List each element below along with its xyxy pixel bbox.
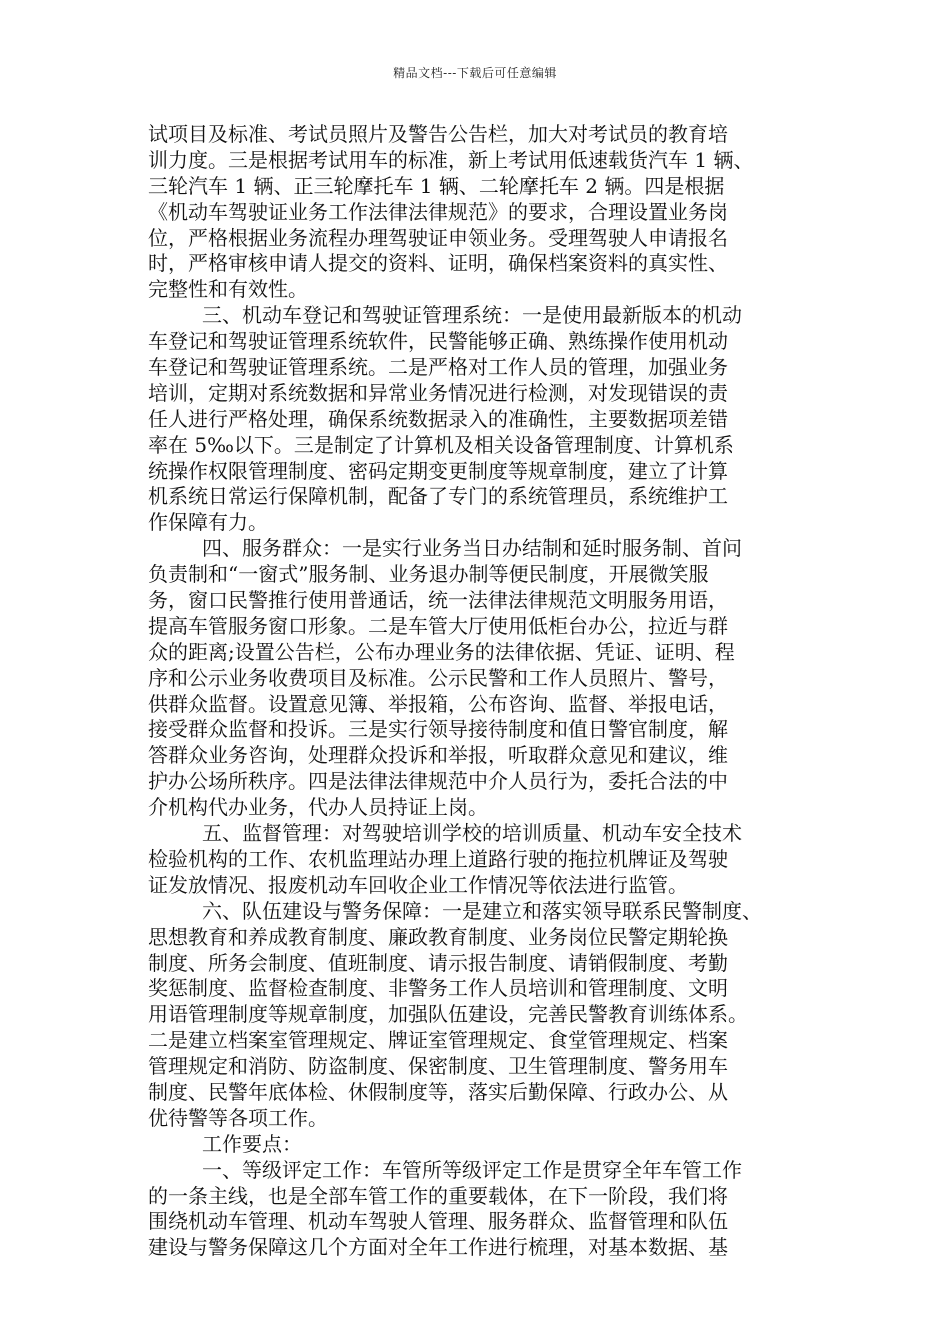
text-line: 三、机动车登记和驾驶证管理系统：一是使用最新版本的机动	[202, 303, 742, 328]
text-line: 检验机构的工作、农机监理站办理上道路行驶的拖拉机牌证及驾驶	[148, 846, 728, 871]
text-line: 制度、民警年底体检、休假制度等，落实后勤保障、行政办公、从	[148, 1079, 728, 1104]
text-line: 三轮汽车 1 辆、正三轮摩托车 1 辆、二轮摩托车 2 辆。四是根据	[148, 173, 725, 198]
text-line: 任人进行严格处理，确保系统数据录入的准确性，主要数据项差错	[148, 406, 728, 431]
text-line: 机系统日常运行保障机制，配备了专门的系统管理员，系统维护工	[148, 484, 728, 509]
text-line: 统操作权限管理制度、密码定期变更制度等规章制度，建立了计算	[148, 458, 728, 483]
text-line: 供群众监督。设置意见簿、举报箱，公布咨询、监督、举报电话，	[148, 691, 728, 716]
text-line: 工作要点：	[202, 1131, 302, 1156]
text-line: 思想教育和养成教育制度、廉政教育制度、业务岗位民警定期轮换	[148, 924, 728, 949]
text-line: 制度、所务会制度、值班制度、请示报告制度、请销假制度、考勤	[148, 950, 728, 975]
text-line: 护办公场所秩序。四是法律法律规范中介人员行为，委托合法的中	[148, 769, 728, 794]
text-line: 奖惩制度、监督检查制度、非警务工作人员培训和管理制度、文明	[148, 976, 728, 1001]
text-line: 二是建立档案室管理规定、牌证室管理规定、食堂管理规定、档案	[148, 1028, 728, 1053]
text-line: 完整性和有效性。	[148, 277, 308, 302]
text-line: 务，窗口民警推行使用普通话，统一法律法律规范文明服务用语，	[148, 588, 728, 613]
text-line: 介机构代办业务，代办人员持证上岗。	[148, 795, 488, 820]
text-line: 管理规定和消防、防盗制度、保密制度、卫生管理制度、警务用车	[148, 1054, 728, 1079]
text-line: 接受群众监督和投诉。三是实行领导接待制度和值日警官制度，解	[148, 717, 728, 742]
text-line: 培训，定期对系统数据和异常业务情况进行检测，对发现错误的责	[148, 380, 728, 405]
text-line: 训力度。三是根据考试用车的标准，新上考试用低速载货汽车 1 辆、	[148, 147, 754, 172]
text-line: 车登记和驾驶证管理系统。二是严格对工作人员的管理，加强业务	[148, 355, 728, 380]
text-line: 一、等级评定工作：车管所等级评定工作是贯穿全年车管工作	[202, 1157, 742, 1182]
text-line: 提高车管服务窗口形象。二是车管大厅使用低柜台办公，拉近与群	[148, 613, 728, 638]
page-header: 精品文档---下载后可任意编辑	[393, 66, 557, 80]
text-line: 建设与警务保障这几个方面对全年工作进行梳理，对基本数据、基	[148, 1235, 728, 1260]
text-line: 试项目及标准、考试员照片及警告公告栏，加大对考试员的教育培	[148, 122, 728, 146]
text-line: 时，严格审核申请人提交的资料、证明，确保档案资料的真实性、	[148, 251, 728, 276]
text-line: 答群众业务咨询，处理群众投诉和举报，听取群众意见和建议，维	[148, 743, 728, 768]
text-line: 四、服务群众：一是实行业务当日办结制和延时服务制、首问	[202, 536, 742, 561]
text-line: 率在 5‰以下。三是制定了计算机及相关设备管理制度、计算机系	[148, 432, 734, 457]
text-line: 众的距离;设置公告栏，公布办理业务的法律依据、凭证、证明、程	[148, 639, 735, 664]
text-line: 作保障有力。	[148, 510, 268, 535]
text-line: 《机动车驾驶证业务工作法律法律规范》的要求，合理设置业务岗	[148, 199, 728, 224]
text-line: 序和公示业务收费项目及标准。公示民警和工作人员照片、警号，	[148, 665, 728, 690]
text-line: 六、队伍建设与警务保障：一是建立和落实领导联系民警制度、	[202, 898, 762, 923]
text-line: 证发放情况、报废机动车回收企业工作情况等依法进行监管。	[148, 872, 688, 897]
text-line: 五、监督管理：对驾驶培训学校的培训质量、机动车安全技术	[202, 821, 742, 846]
text-line: 用语管理制度等规章制度，加强队伍建设，完善民警教育训练体系。	[148, 1002, 748, 1027]
text-line: 位，严格根据业务流程办理驾驶证申领业务。受理驾驶人申请报名	[148, 225, 728, 250]
text-line: 围绕机动车管理、机动车驾驶人管理、服务群众、监督管理和队伍	[148, 1209, 728, 1234]
document-body	[148, 122, 812, 1261]
text-line: 负责制和“一窗式”服务制、业务退办制等便民制度，开展微笑服	[148, 562, 709, 587]
text-line: 优待警等各项工作。	[148, 1105, 328, 1130]
text-line: 的一条主线，也是全部车管工作的重要载体，在下一阶段，我们将	[148, 1183, 728, 1208]
text-line: 车登记和驾驶证管理系统软件，民警能够正确、熟练操作使用机动	[148, 329, 728, 354]
